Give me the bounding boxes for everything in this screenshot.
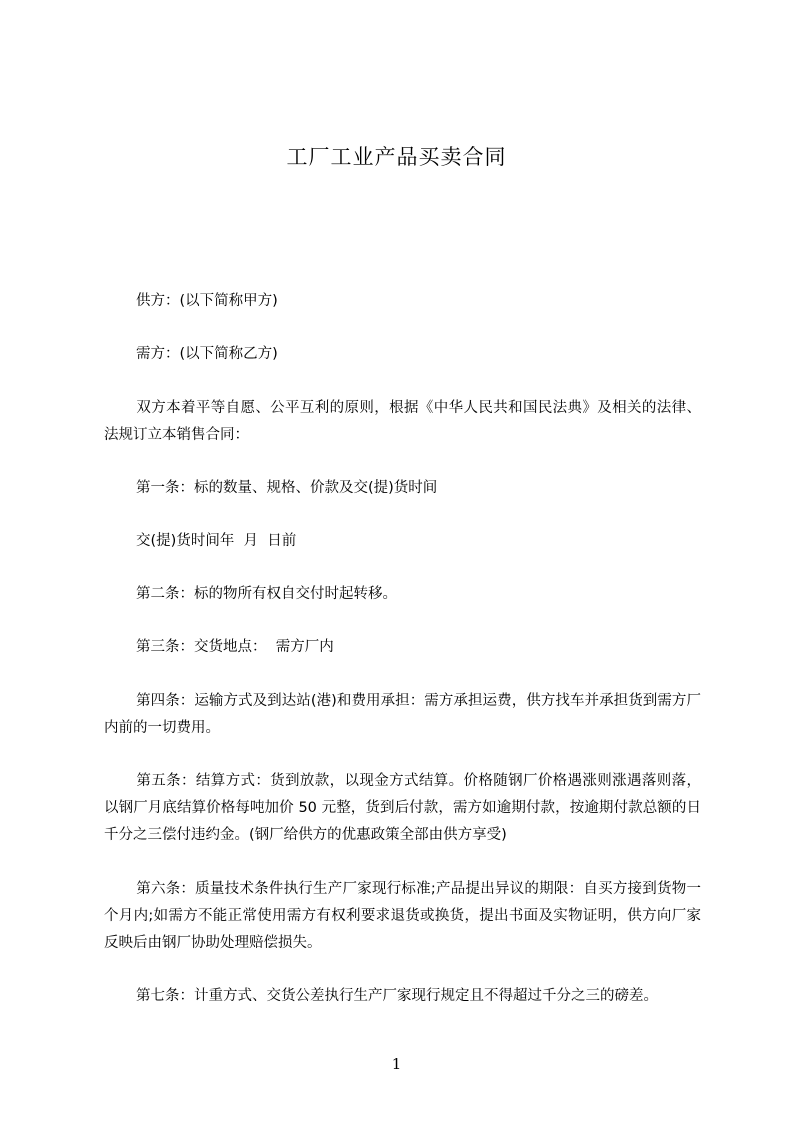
paragraph-article-6: 第六条：质量技术条件执行生产厂家现行标准;产品提出异议的期限：自买方接到货物一 个月内;如需方不能正常使用需方有权利要求退货或换货，提出书面及实物证明，供方向厂家反映后由钢厂协助处理赔偿损失。 bbox=[104, 881, 715, 951]
paragraph-article-2: 第二条：标的物所有权自交付时起转移。 bbox=[136, 586, 397, 602]
paragraph-article-1: 第一条：标的数量、规格、价款及交(提)货时间 bbox=[136, 480, 438, 496]
paragraph-article-5: 第五条：结算方式：货到放款，以现金方式结算。价格随钢厂价格遇涨则涨遇落则落，以钢厂月底结算价格每吨加价 50 元整，货到后付款，需方如逾期付款，按逾期付款总额的日千分之三偿付违约金。(钢厂给供方的优惠政策全部由供方享受) bbox=[104, 773, 701, 843]
page-number: 1 bbox=[391, 1055, 402, 1073]
paragraph-article-7: 第七条：计重方式、交货公差执行生产厂家现行规定且不得超过千分之三的磅差。 bbox=[136, 988, 658, 1004]
paragraph-article-3: 第三条：交货地点： 需方厂内 bbox=[136, 639, 334, 655]
document-title: 工厂工业产品买卖合同 bbox=[286, 145, 507, 169]
paragraph-buyer: 需方：(以下简称乙方) bbox=[136, 346, 278, 362]
paragraph-supplier: 供方：(以下简称甲方) bbox=[136, 293, 278, 309]
paragraph-preamble: 双方本着平等自愿、公平互利的原则，根据《中华人民共和国民法典》及相关的法律、法规订立本销售合同： bbox=[104, 400, 701, 443]
paragraph-article-4: 第四条：运输方式及到达站(港)和费用承担：需方承担运费，供方找车并承担货到需方厂内前的一切费用。 bbox=[104, 693, 701, 736]
paragraph-delivery-time: 交(提)货时间年 月 日前 bbox=[136, 533, 297, 549]
